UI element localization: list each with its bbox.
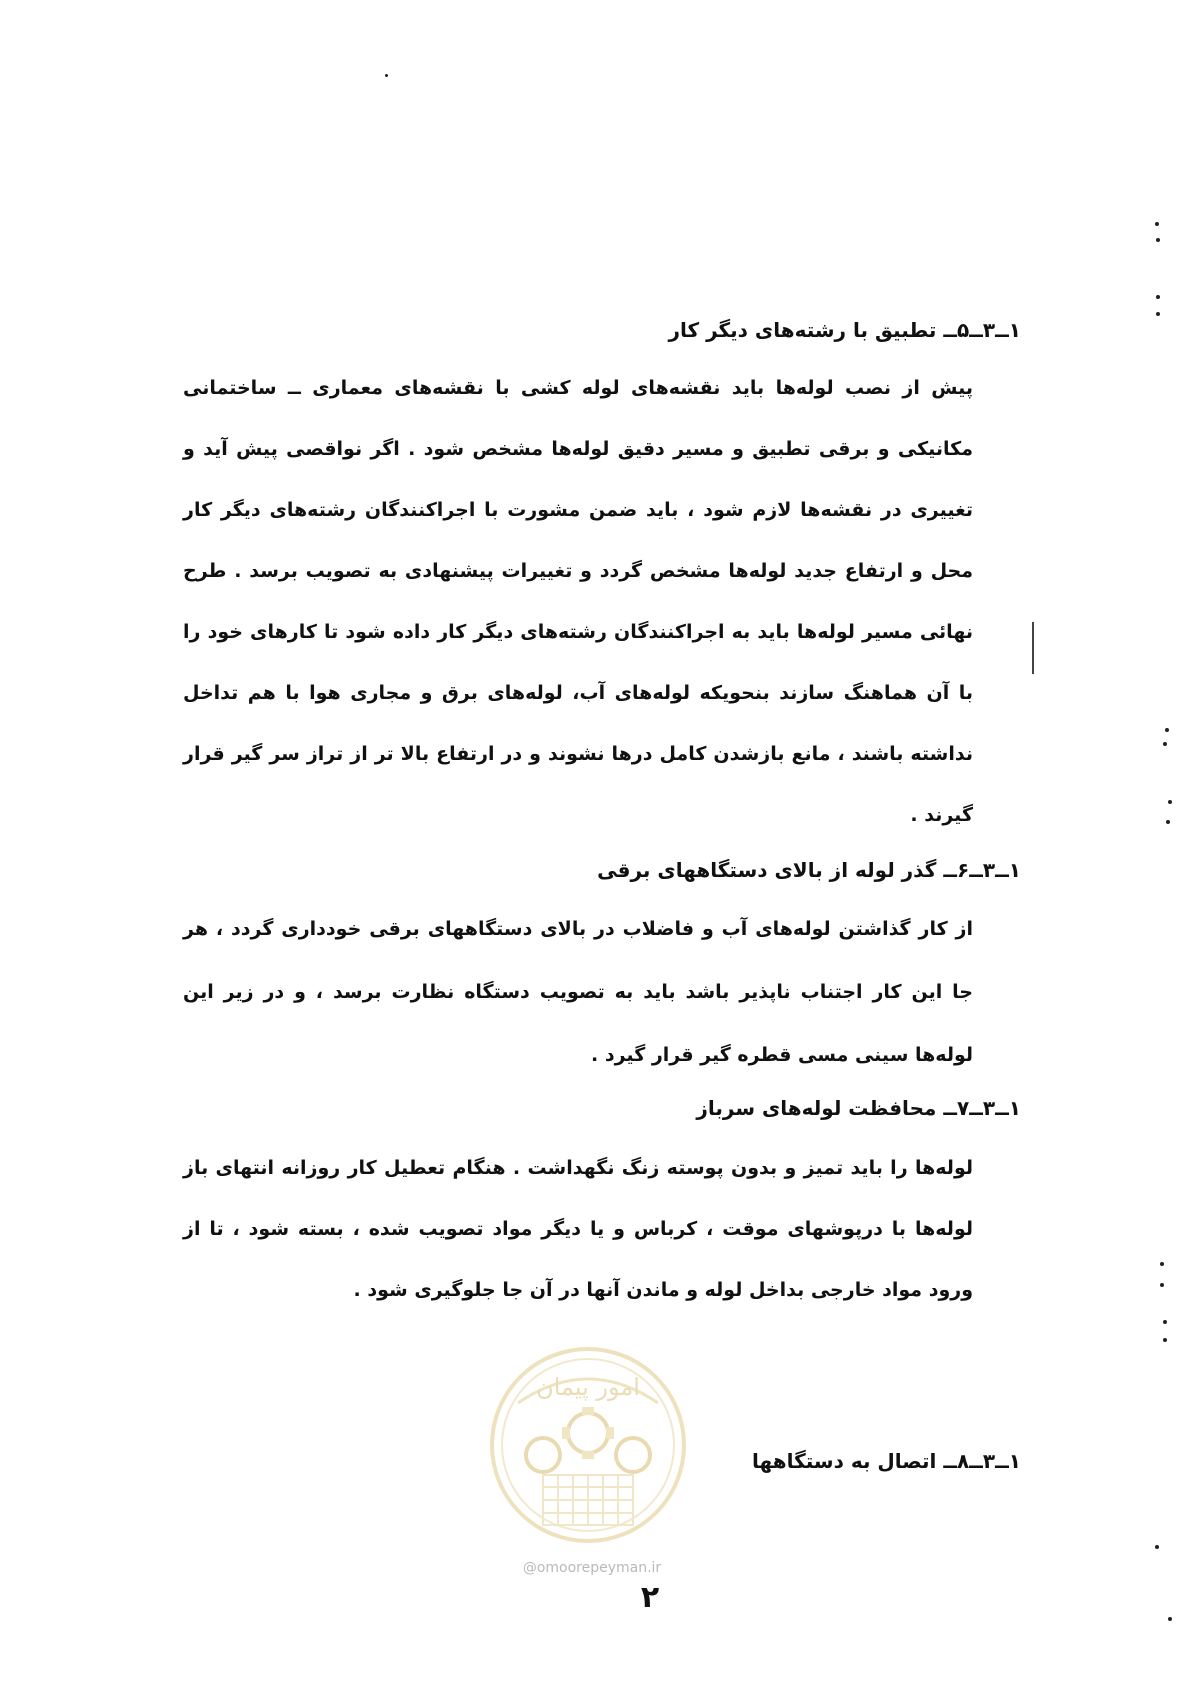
scan-speck bbox=[1156, 238, 1160, 242]
section-heading-8: ۱ــ۳ــ۸ــ اتصال به دستگاهها bbox=[752, 1449, 1021, 1473]
scan-speck bbox=[1155, 1545, 1159, 1549]
scan-speck bbox=[1166, 820, 1170, 824]
scan-speck bbox=[1156, 312, 1160, 316]
page-number: ۲ bbox=[640, 1580, 660, 1615]
scan-speck bbox=[1160, 1283, 1164, 1287]
scan-speck bbox=[1168, 800, 1172, 804]
section-heading-6: ۱ــ۳ــ۶ــ گذر لوله از بالای دستگاههای برقی bbox=[597, 858, 1021, 882]
scan-speck bbox=[1168, 1617, 1172, 1621]
margin-mark bbox=[1032, 622, 1034, 674]
scan-speck bbox=[1165, 728, 1169, 732]
scan-speck bbox=[1163, 1338, 1167, 1342]
section-body-5: پیش از نصب لوله‌ها باید نقشه‌های لوله کشی با نقشه‌های معماری ــ ساختمانی مکانیکی و برقی تطبیق و مسیر دقیق لوله‌ها مشخص شود . اگر نواقصی پیش آید و تغییری در نقشه‌ها لازم شود ، باید ضمن مشورت با اجراکنندگان رشته‌های دیگر کار محل و ارتفاع جدید لوله‌ها مشخص گردد و تغییرات پیشنهادی به تصویب برسد . طرح نهائی مسیر لوله‌ها باید به اجراکنندگان رشته‌های دیگر کار داده شود تا کارهای خود را با آن هماهنگ سازند بنحویکه لوله‌های آب، لوله‌های برق و مجاری هوا با هم تداخل نداشته باشند ، مانع بازشدن کامل درها نشوند و در ارتفاع بالا تر از تراز سر گیر قرار گیرند . bbox=[183, 377, 973, 826]
section-body-6: از کار گذاشتن لوله‌های آب و فاضلاب در بالای دستگاههای برقی خودداری گردد ، هر جا این کار اجتناب ناپذیر باشد باید به تصویب دستگاه نظارت برسد ، و در زیر این لوله‌ها سینی مسی قطره گیر قرار گیرد . bbox=[183, 918, 973, 1066]
watermark-logo bbox=[488, 1345, 688, 1545]
watermark-url: @omoorepeyman.ir bbox=[522, 1560, 662, 1576]
scan-speck bbox=[1160, 1262, 1164, 1266]
scan-speck bbox=[1155, 222, 1159, 226]
scan-speck bbox=[1163, 1320, 1167, 1324]
scan-speck bbox=[385, 74, 388, 77]
scan-speck bbox=[1156, 295, 1160, 299]
section-body-7: لوله‌ها را باید تمیز و بدون پوسته زنگ نگهداشت . هنگام تعطیل کار روزانه انتهای باز لوله‌ها با درپوشهای موقت ، کرباس و یا دیگر مواد تصویب شده ، بسته شود ، تا از ورود مواد خارجی بداخل لوله و ماندن آنها در آن جا جلوگیری شود . bbox=[183, 1157, 973, 1301]
watermark-logo-text: امور پیمان bbox=[536, 1373, 640, 1401]
scan-speck bbox=[1163, 742, 1167, 746]
section-heading-5: ۱ــ۳ــ۵ــ تطبیق با رشته‌های دیگر کار bbox=[668, 318, 1021, 342]
section-heading-7: ۱ــ۳ــ۷ــ محافظت لوله‌های سرباز bbox=[696, 1096, 1021, 1120]
